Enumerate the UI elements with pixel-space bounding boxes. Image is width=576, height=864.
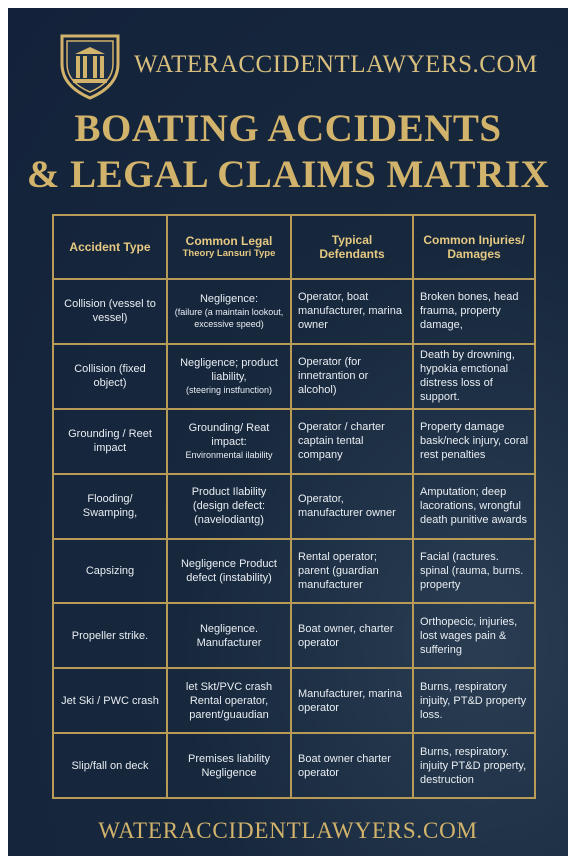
cell-accident-type: Collision (fixed object) [53,344,167,409]
cell-defendants: Operator (for innetrantion or alcohol) [291,344,413,409]
header-legal-theory-main: Common Legal [185,234,273,248]
cell-defendants: Rental operator; parent (guardian manufacturer [291,539,413,604]
cell-injuries: Burns, respiratory injuity, PT&D property loss. [413,668,535,733]
site-url-bottom[interactable]: WATERACCIDENTLAWYERS.COM [98,818,478,843]
cell-legal-theory [167,603,291,668]
table-row [53,603,535,668]
cell-theory-main: Negligence: [199,293,259,306]
cell-theory-sub: (steering instfunction) [185,385,273,396]
site-url-top[interactable]: WATERACCIDENTLAWYERS.COM [134,51,538,78]
cell-accident-type: Capsizing [53,539,167,604]
claims-matrix-table [52,214,536,799]
page-title-line1: BOATING ACCIDENTS [74,107,502,150]
header [58,30,538,100]
table-row [53,474,535,539]
cell-defendants: Boat owner charter operator [291,733,413,798]
cell-defendants: Boat owner, charter operator [291,603,413,668]
cell-theory-sub: Environmental ilability [185,450,273,461]
cell-theory-main: let Skt/PVC crash Rental operator, parent/guaudian [185,680,273,721]
cell-accident-type: Collision (vessel to vessel) [53,279,167,344]
header-injuries: Common Injuries/ Damages [413,215,535,279]
table-row [53,539,535,604]
cell-legal-theory [167,474,291,539]
table-row [53,668,535,733]
cell-accident-type: Jet Ski / PWC crash [53,668,167,733]
cell-injuries: Amputation; deep lacorations, wrongful death punitive awards [413,474,535,539]
cell-injuries: Death by drowning, hypokia emctional distress loss of support. [413,344,535,409]
shield-columns-icon [58,30,122,100]
cell-defendants: Operator / charter captain tental company [291,409,413,474]
cell-legal-theory [167,668,291,733]
header-legal-theory [167,215,291,279]
cell-theory-main: Grounding/ Reat impact: [188,422,270,449]
page-title-line2: & LEGAL CLAIMS MATRIX [26,153,550,196]
cell-theory-main: Premises liability Negligence [188,752,270,779]
header-legal-theory-sub: Theory Lansuri Type [182,248,276,259]
cell-defendants: Operator, boat manufacturer, marina owner [291,279,413,344]
cell-legal-theory [167,279,291,344]
cell-legal-theory [167,344,291,409]
cell-defendants: Manufacturer, marina operator [291,668,413,733]
cell-injuries: Broken bones, head frauma, property damage, [413,279,535,344]
poster [8,8,568,856]
cell-accident-type: Slip/fall on deck [53,733,167,798]
table-row [53,409,535,474]
table-row [53,733,535,798]
cell-defendants: Operator, manufacturer owner [291,474,413,539]
cell-legal-theory [167,733,291,798]
cell-theory-main: Product Ilability (design defect: (navelodiantg) [191,486,267,527]
cell-legal-theory [167,409,291,474]
cell-theory-main: Negligence. Manufacturer [196,622,262,649]
cell-injuries: Burns, respiratory. injuity PT&D property, destruction [413,733,535,798]
cell-theory-main: Negligence; product liability, [180,357,278,384]
cell-accident-type: Flooding/ Swamping, [53,474,167,539]
cell-theory-main: Negligence Product defect (instability) [180,557,277,584]
header-defendants: Typical Defendants [291,215,413,279]
cell-theory-sub: (failure (a maintain lookout, excessive speed) [174,307,284,330]
cell-legal-theory [167,539,291,604]
cell-injuries: Facial (ractures. spinal (rauma, burns. property [413,539,535,604]
cell-injuries: Orthopecic, injuries, lost wages pain & suffering [413,603,535,668]
table-row [53,344,535,409]
table-header-row [53,215,535,279]
table-row [53,279,535,344]
header-accident-type: Accident Type [53,215,167,279]
cell-injuries: Property damage bask/neck injury, coral rest penalties [413,409,535,474]
cell-accident-type: Propeller strike. [53,603,167,668]
cell-accident-type: Grounding / Reet impact [53,409,167,474]
